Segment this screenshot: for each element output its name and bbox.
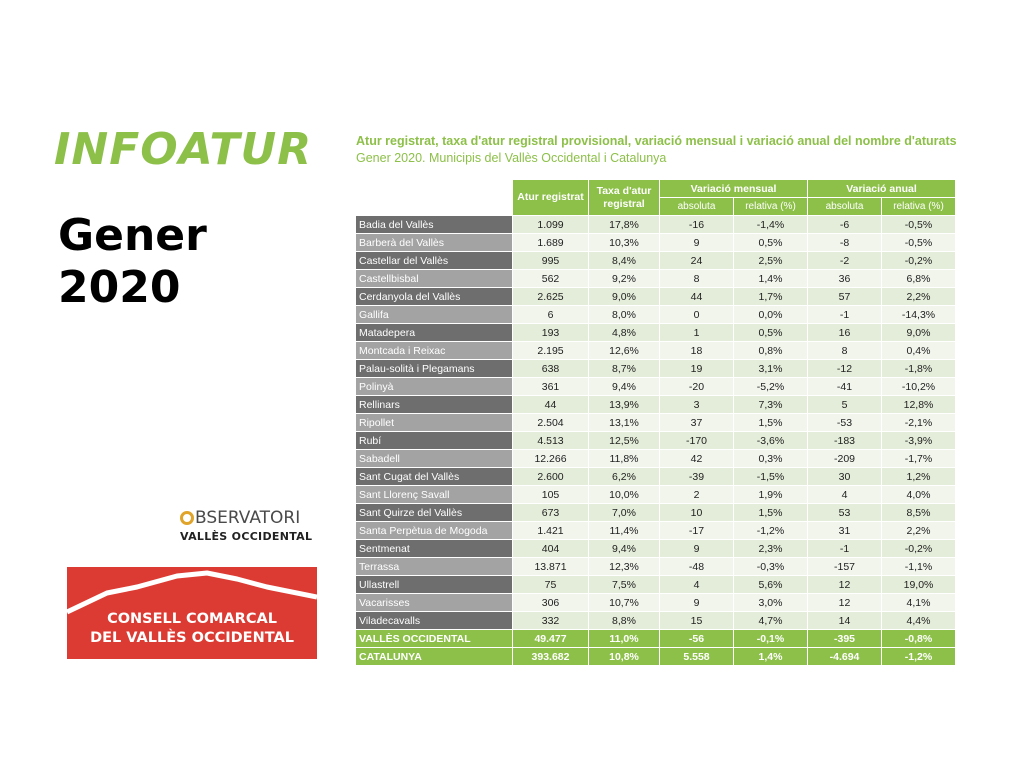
table-row: [356, 576, 956, 594]
total-cell-m-rel: 1,4%: [734, 648, 808, 666]
total-cell-a-abs: -395: [808, 630, 882, 648]
cell-m-abs: 9: [660, 540, 734, 558]
cell-a-rel: -1,1%: [882, 558, 956, 576]
table-row: [356, 396, 956, 414]
cell-a-rel: 4,4%: [882, 612, 956, 630]
table-row: [356, 234, 956, 252]
cell-taxa: 8,7%: [589, 360, 660, 378]
municipality-name: Rubí: [356, 432, 513, 450]
municipality-name: Gallifa: [356, 306, 513, 324]
cell-m-rel: 3,0%: [734, 594, 808, 612]
cell-m-abs: -16: [660, 216, 734, 234]
cell-m-rel: 0,0%: [734, 306, 808, 324]
subtitle-line2: Gener 2020. Municipis del Vallès Occidental i Catalunya: [356, 151, 667, 165]
cell-m-abs: 9: [660, 594, 734, 612]
cell-taxa: 12,6%: [589, 342, 660, 360]
cell-a-abs: -41: [808, 378, 882, 396]
cell-a-rel: -1,7%: [882, 450, 956, 468]
cell-m-abs: -17: [660, 522, 734, 540]
municipality-name: Ripollet: [356, 414, 513, 432]
cell-atur: 361: [513, 378, 589, 396]
cell-taxa: 13,1%: [589, 414, 660, 432]
cell-atur: 562: [513, 270, 589, 288]
cell-m-rel: 1,4%: [734, 270, 808, 288]
cell-taxa: 10,3%: [589, 234, 660, 252]
cell-taxa: 11,4%: [589, 522, 660, 540]
municipality-name: Castellar del Vallès: [356, 252, 513, 270]
cell-a-abs: 30: [808, 468, 882, 486]
cell-taxa: 9,4%: [589, 540, 660, 558]
total-name: VALLÈS OCCIDENTAL: [356, 630, 513, 648]
cell-a-rel: 9,0%: [882, 324, 956, 342]
observatori-name: BSERVATORI: [195, 508, 301, 528]
table-row: [356, 378, 956, 396]
cell-taxa: 10,7%: [589, 594, 660, 612]
observatori-o-icon: [180, 511, 194, 525]
cell-a-abs: 14: [808, 612, 882, 630]
cell-a-rel: 12,8%: [882, 396, 956, 414]
subtitle-line1: Atur registrat, taxa d'atur registral provisional, variació mensual i variació anual del nombre d'aturats: [356, 134, 957, 148]
cell-atur: 1.689: [513, 234, 589, 252]
cell-m-rel: -1,2%: [734, 522, 808, 540]
cell-a-abs: -209: [808, 450, 882, 468]
cell-a-rel: -0,5%: [882, 234, 956, 252]
cell-m-rel: 2,5%: [734, 252, 808, 270]
cell-taxa: 11,8%: [589, 450, 660, 468]
table-row: [356, 594, 956, 612]
cell-atur: 105: [513, 486, 589, 504]
cell-atur: 995: [513, 252, 589, 270]
cell-a-rel: -3,9%: [882, 432, 956, 450]
table-row: [356, 558, 956, 576]
header-mensual-relativa: relativa (%): [734, 198, 808, 216]
table-row: [356, 612, 956, 630]
cell-m-abs: 18: [660, 342, 734, 360]
infoatur-title: INFOATUR: [54, 124, 313, 175]
cell-a-abs: -1: [808, 306, 882, 324]
cell-m-abs: 10: [660, 504, 734, 522]
table-row: [356, 216, 956, 234]
cell-a-abs: 31: [808, 522, 882, 540]
cell-atur: 332: [513, 612, 589, 630]
cell-taxa: 8,8%: [589, 612, 660, 630]
cell-m-rel: 2,3%: [734, 540, 808, 558]
municipality-name: Palau-solità i Plegamans: [356, 360, 513, 378]
cell-a-rel: 19,0%: [882, 576, 956, 594]
cell-m-rel: 1,7%: [734, 288, 808, 306]
cell-a-rel: 0,4%: [882, 342, 956, 360]
cell-m-abs: 2: [660, 486, 734, 504]
total-cell-m-rel: -0,1%: [734, 630, 808, 648]
cell-m-abs: 44: [660, 288, 734, 306]
cell-a-abs: -157: [808, 558, 882, 576]
municipality-name: Viladecavalls: [356, 612, 513, 630]
cell-m-rel: 1,9%: [734, 486, 808, 504]
cell-a-rel: 2,2%: [882, 288, 956, 306]
cell-taxa: 12,3%: [589, 558, 660, 576]
municipality-name: Sant Quirze del Vallès: [356, 504, 513, 522]
total-cell-taxa: 11,0%: [589, 630, 660, 648]
municipality-name: Cerdanyola del Vallès: [356, 288, 513, 306]
cell-a-abs: 57: [808, 288, 882, 306]
cell-m-rel: 4,7%: [734, 612, 808, 630]
cell-a-rel: 2,2%: [882, 522, 956, 540]
cell-taxa: 7,5%: [589, 576, 660, 594]
municipality-name: Vacarisses: [356, 594, 513, 612]
table-row: [356, 468, 956, 486]
cell-a-rel: 4,1%: [882, 594, 956, 612]
cell-taxa: 9,0%: [589, 288, 660, 306]
municipality-name: Rellinars: [356, 396, 513, 414]
cell-atur: 2.600: [513, 468, 589, 486]
table-row: [356, 414, 956, 432]
cell-a-abs: -6: [808, 216, 882, 234]
cell-m-rel: -3,6%: [734, 432, 808, 450]
table-row: [356, 306, 956, 324]
cell-atur: 2.195: [513, 342, 589, 360]
municipality-name: Sant Cugat del Vallès: [356, 468, 513, 486]
header-anual-absoluta: absoluta: [808, 198, 882, 216]
cell-m-abs: 4: [660, 576, 734, 594]
cell-atur: 193: [513, 324, 589, 342]
cell-m-abs: -39: [660, 468, 734, 486]
header-atur: Atur registrat: [513, 180, 589, 216]
cell-taxa: 17,8%: [589, 216, 660, 234]
header-mensual: Variació mensual: [660, 180, 808, 198]
table-row: [356, 540, 956, 558]
cell-taxa: 12,5%: [589, 432, 660, 450]
total-cell-m-abs: -56: [660, 630, 734, 648]
total-row: [356, 630, 956, 648]
total-cell-a-abs: -4.694: [808, 648, 882, 666]
cell-a-abs: -53: [808, 414, 882, 432]
cell-taxa: 9,2%: [589, 270, 660, 288]
municipality-name: Terrassa: [356, 558, 513, 576]
cell-atur: 44: [513, 396, 589, 414]
cell-m-rel: 1,5%: [734, 414, 808, 432]
cell-atur: 1.099: [513, 216, 589, 234]
cell-m-rel: 0,3%: [734, 450, 808, 468]
cell-atur: 673: [513, 504, 589, 522]
unemployment-table: [355, 179, 956, 666]
cell-atur: 12.266: [513, 450, 589, 468]
cell-atur: 306: [513, 594, 589, 612]
table-row: [356, 522, 956, 540]
municipality-name: Sentmenat: [356, 540, 513, 558]
cell-a-abs: -12: [808, 360, 882, 378]
observatori-logo: [180, 508, 320, 543]
cell-taxa: 6,2%: [589, 468, 660, 486]
cell-a-rel: -2,1%: [882, 414, 956, 432]
period-year: 2020: [58, 262, 181, 313]
cell-a-abs: 36: [808, 270, 882, 288]
total-cell-atur: 393.682: [513, 648, 589, 666]
cell-m-rel: 0,5%: [734, 324, 808, 342]
cell-taxa: 4,8%: [589, 324, 660, 342]
cell-a-abs: 12: [808, 576, 882, 594]
consell-comarcal-logo: [67, 567, 317, 659]
municipality-name: Badia del Vallès: [356, 216, 513, 234]
consell-line2: DEL VALLÈS OCCIDENTAL: [90, 630, 294, 646]
table-row: [356, 270, 956, 288]
table-row: [356, 342, 956, 360]
cell-taxa: 8,4%: [589, 252, 660, 270]
municipality-name: Sant Llorenç Savall: [356, 486, 513, 504]
cell-taxa: 10,0%: [589, 486, 660, 504]
cell-taxa: 9,4%: [589, 378, 660, 396]
table-row: [356, 288, 956, 306]
consell-line1: CONSELL COMARCAL: [107, 611, 277, 627]
municipality-name: Santa Perpètua de Mogoda: [356, 522, 513, 540]
cell-a-abs: 5: [808, 396, 882, 414]
cell-atur: 638: [513, 360, 589, 378]
table-subtitle: [356, 133, 996, 167]
table-row: [356, 450, 956, 468]
cell-atur: 2.625: [513, 288, 589, 306]
cell-m-rel: 0,8%: [734, 342, 808, 360]
cell-a-abs: 8: [808, 342, 882, 360]
cell-a-rel: -0,2%: [882, 540, 956, 558]
cell-a-rel: 6,8%: [882, 270, 956, 288]
table-row: [356, 252, 956, 270]
cell-m-abs: -170: [660, 432, 734, 450]
header-anual: Variació anual: [808, 180, 956, 198]
cell-a-rel: 8,5%: [882, 504, 956, 522]
period-title: [58, 210, 207, 314]
cell-m-rel: 7,3%: [734, 396, 808, 414]
cell-m-rel: 5,6%: [734, 576, 808, 594]
total-cell-a-rel: -1,2%: [882, 648, 956, 666]
total-cell-atur: 49.477: [513, 630, 589, 648]
total-cell-a-rel: -0,8%: [882, 630, 956, 648]
cell-a-abs: -8: [808, 234, 882, 252]
cell-a-abs: -1: [808, 540, 882, 558]
cell-atur: 13.871: [513, 558, 589, 576]
total-cell-m-abs: 5.558: [660, 648, 734, 666]
municipality-name: Sabadell: [356, 450, 513, 468]
cell-a-abs: -183: [808, 432, 882, 450]
header-mensual-absoluta: absoluta: [660, 198, 734, 216]
cell-m-abs: 0: [660, 306, 734, 324]
cell-a-rel: -0,5%: [882, 216, 956, 234]
cell-a-abs: 12: [808, 594, 882, 612]
table-row: [356, 486, 956, 504]
cell-atur: 4.513: [513, 432, 589, 450]
cell-taxa: 13,9%: [589, 396, 660, 414]
cell-m-rel: 0,5%: [734, 234, 808, 252]
table-row: [356, 360, 956, 378]
cell-a-rel: -0,2%: [882, 252, 956, 270]
cell-atur: 75: [513, 576, 589, 594]
cell-a-rel: -14,3%: [882, 306, 956, 324]
cell-a-rel: 1,2%: [882, 468, 956, 486]
cell-m-rel: -5,2%: [734, 378, 808, 396]
cell-m-abs: 24: [660, 252, 734, 270]
cell-m-rel: 1,5%: [734, 504, 808, 522]
municipality-name: Ullastrell: [356, 576, 513, 594]
municipality-name: Castellbisbal: [356, 270, 513, 288]
table-row: [356, 432, 956, 450]
cell-atur: 6: [513, 306, 589, 324]
cell-a-rel: -10,2%: [882, 378, 956, 396]
cell-taxa: 8,0%: [589, 306, 660, 324]
cell-a-abs: 53: [808, 504, 882, 522]
cell-atur: 404: [513, 540, 589, 558]
total-name: CATALUNYA: [356, 648, 513, 666]
period-month: Gener: [58, 210, 207, 261]
cell-m-abs: 9: [660, 234, 734, 252]
header-empty: [356, 180, 513, 216]
cell-atur: 1.421: [513, 522, 589, 540]
cell-a-abs: -2: [808, 252, 882, 270]
cell-m-abs: 19: [660, 360, 734, 378]
table-row: [356, 324, 956, 342]
header-anual-relativa: relativa (%): [882, 198, 956, 216]
cell-m-abs: 3: [660, 396, 734, 414]
cell-m-rel: -1,5%: [734, 468, 808, 486]
municipality-name: Polinyà: [356, 378, 513, 396]
municipality-name: Barberà del Vallès: [356, 234, 513, 252]
cell-m-abs: 42: [660, 450, 734, 468]
cell-a-abs: 16: [808, 324, 882, 342]
cell-a-rel: 4,0%: [882, 486, 956, 504]
cell-a-abs: 4: [808, 486, 882, 504]
total-row: [356, 648, 956, 666]
total-cell-taxa: 10,8%: [589, 648, 660, 666]
table-row: [356, 504, 956, 522]
header-taxa: Taxa d'atur registral: [589, 180, 660, 216]
cell-m-rel: -1,4%: [734, 216, 808, 234]
cell-taxa: 7,0%: [589, 504, 660, 522]
cell-m-abs: 1: [660, 324, 734, 342]
municipality-name: Montcada i Reixac: [356, 342, 513, 360]
cell-atur: 2.504: [513, 414, 589, 432]
municipality-name: Matadepera: [356, 324, 513, 342]
cell-a-rel: -1,8%: [882, 360, 956, 378]
cell-m-abs: 8: [660, 270, 734, 288]
cell-m-abs: -20: [660, 378, 734, 396]
cell-m-rel: 3,1%: [734, 360, 808, 378]
cell-m-abs: 15: [660, 612, 734, 630]
cell-m-abs: -48: [660, 558, 734, 576]
observatori-subname: VALLÈS OCCIDENTAL: [180, 530, 313, 543]
cell-m-abs: 37: [660, 414, 734, 432]
cell-m-rel: -0,3%: [734, 558, 808, 576]
